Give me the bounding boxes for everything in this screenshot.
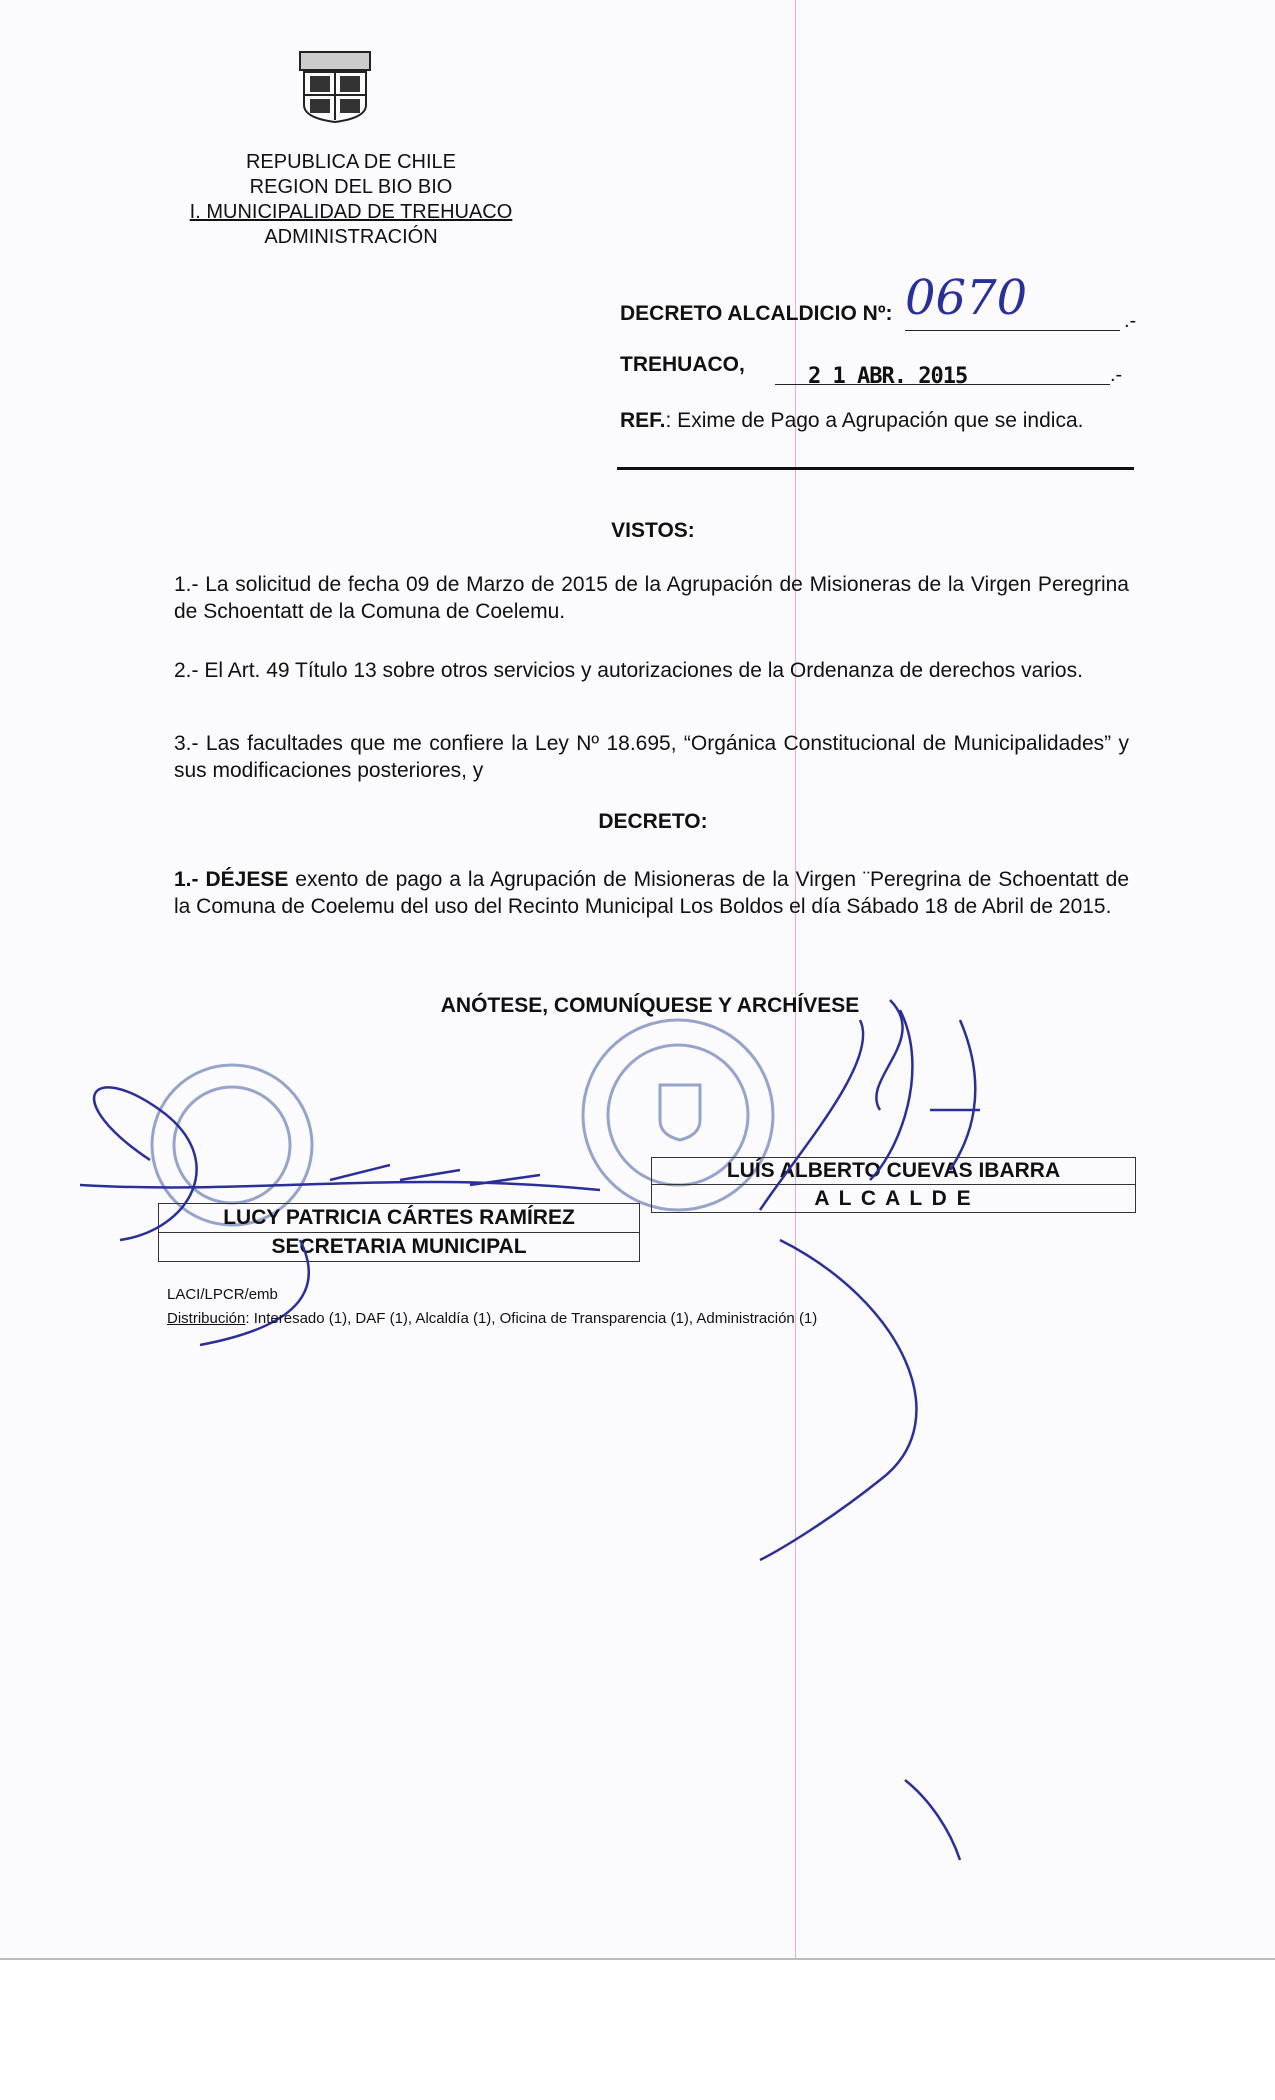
handwritten-decree-number: 0670 (905, 270, 1028, 326)
ref-text: : Exime de Pago a Agrupación que se indica. (665, 409, 1084, 432)
header-municipality: I. MUNICIPALIDAD DE TREHUACO (189, 201, 513, 223)
suffix: .- (1110, 364, 1123, 386)
header-department: ADMINISTRACIÓN (264, 226, 438, 248)
decreto-heading: DECRETO: (598, 810, 708, 833)
closing-formula: ANÓTESE, COMUNÍQUESE Y ARCHÍVESE (440, 994, 860, 1017)
place-label: TREHUACO, (620, 353, 745, 376)
distribution-text: : Interesado (1), DAF (1), Alcaldía (1), Oficina de Transparencia (1), Administración (1) (245, 1310, 818, 1327)
vistos-item: 2.- El Art. 49 Título 13 sobre otros servicios y autorizaciones de la Ordenanza de derechos varios. (174, 659, 1083, 682)
secretary-title: SECRETARIA MUNICIPAL (158, 1232, 640, 1262)
initials: LACI/LPCR/emb (167, 1286, 278, 1303)
secretary-name: LUCY PATRICIA CÁRTES RAMÍREZ (158, 1203, 640, 1233)
distribution-label: Distribución (167, 1310, 246, 1327)
mayor-name: LUÍS ALBERTO CUEVAS IBARRA (651, 1157, 1136, 1185)
decree-number-label: DECRETO ALCALDICIO Nº: (620, 302, 893, 325)
vistos-item: 3.- Las facultades que me confiere la Ley Nº 18.695, “Orgánica Constitucional de Municipalidades” y sus modificaciones posteriores, y (174, 732, 1129, 782)
distribution (167, 1310, 817, 1327)
decreto-item-prefix: 1.- DÉJESE (174, 868, 289, 891)
ref-label: REF. (620, 409, 666, 432)
date-stamp: 2 1 ABR. 2015 (808, 364, 968, 389)
vistos-heading: VISTOS: (611, 519, 695, 542)
mayor-title: A L C A L D E (651, 1184, 1136, 1213)
header-region: REGION DEL BIO BIO (249, 176, 453, 198)
header-country: REPUBLICA DE CHILE (245, 151, 457, 173)
suffix: .- (1124, 310, 1137, 332)
vistos-item: 1.- La solicitud de fecha 09 de Marzo de 2015 de la Agrupación de Misioneras de la Virgen Peregrina de Schoentatt de la Comuna de Coelemu. (174, 573, 1129, 623)
decreto-item-text: exento de pago a la Agrupación de Misioneras de la Virgen ¨Peregrina de Schoentatt de la Comuna de Coelemu del uso del Recinto Municipal Los Boldos el día Sábado 18 de Abril de 2015. (174, 868, 1129, 918)
